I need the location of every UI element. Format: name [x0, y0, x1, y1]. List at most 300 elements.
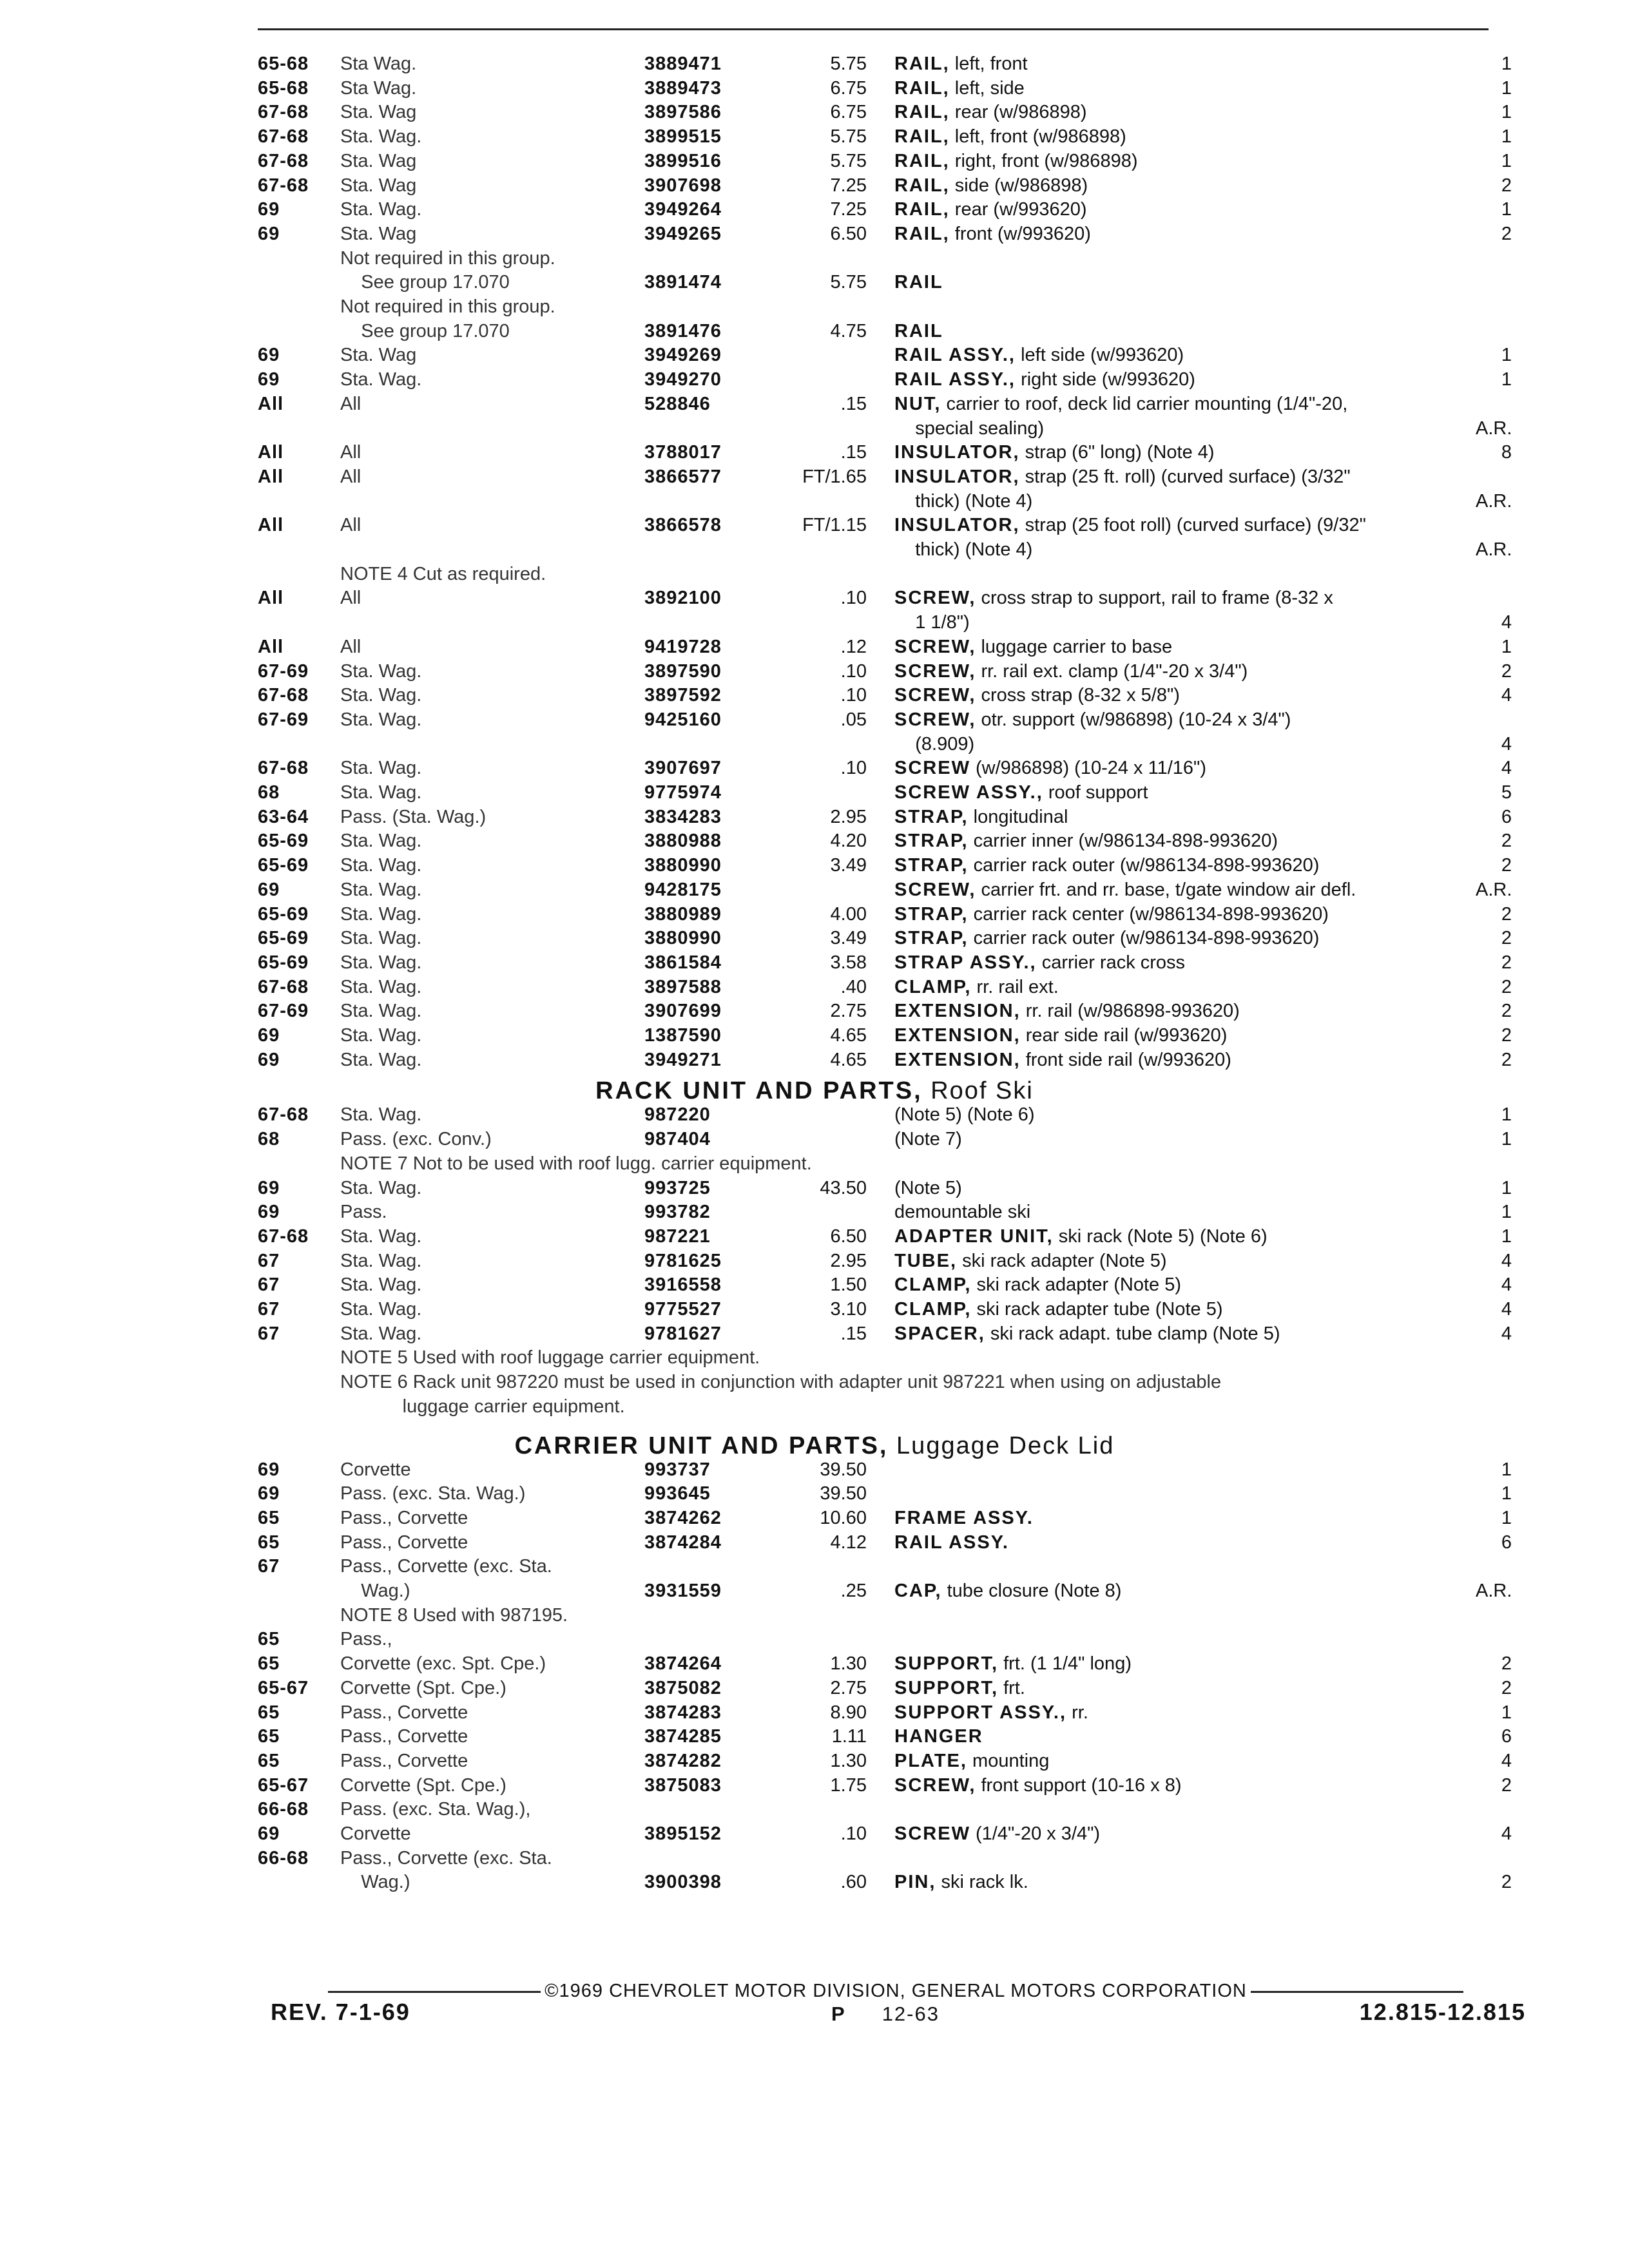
year-range: 67	[258, 1274, 280, 1296]
model-text: Sta Wag.	[340, 53, 417, 74]
table-row	[0, 1457, 1629, 1482]
part-number: 3907698	[644, 175, 722, 196]
year-range: 69	[258, 879, 280, 900]
part-name: CAP,	[894, 1581, 942, 1601]
model-text: Wag.)	[340, 1872, 410, 1893]
group-range: 12.815-12.815	[1359, 1999, 1526, 2025]
year-range: 69	[258, 1177, 280, 1198]
description	[894, 902, 1329, 927]
quantity: 1	[1501, 1225, 1512, 1247]
table-row	[0, 513, 1629, 537]
part-name: SCREW	[894, 1823, 970, 1844]
description	[894, 610, 970, 635]
description	[894, 343, 1184, 367]
table-row	[0, 878, 1629, 902]
part-detail: carrier rack center (w/986134-898-993620)	[973, 903, 1329, 925]
quantity: 4	[1501, 1750, 1512, 1771]
part-number: 3949265	[644, 223, 722, 244]
price: FT/1.65	[802, 466, 867, 487]
year-range: 65-68	[258, 53, 309, 74]
year-range: 67	[258, 1250, 280, 1271]
part-number: 9781625	[644, 1250, 722, 1271]
model-text: Sta. Wag.	[340, 928, 422, 949]
part-name: STRAP,	[894, 928, 969, 949]
price: 1.11	[831, 1726, 867, 1747]
table-row	[0, 1603, 1629, 1628]
part-detail: cross strap to support, rail to frame (8-32 x	[981, 588, 1333, 609]
copyright-text: ©1969 CHEVROLET MOTOR DIVISION, GENERAL MOTORS CORPORATION	[545, 1981, 1247, 2001]
model-text: Corvette	[340, 1459, 411, 1480]
model-text: See group 17.070	[340, 272, 510, 293]
description	[894, 975, 1059, 999]
description	[894, 878, 1356, 902]
part-detail: carrier rack cross	[1041, 952, 1186, 973]
part-number: 3880990	[644, 928, 722, 949]
part-detail: front side rail (w/993620)	[1025, 1049, 1231, 1070]
quantity: A.R.	[1476, 490, 1512, 512]
quantity: 4	[1501, 685, 1512, 706]
table-row	[0, 1724, 1629, 1749]
part-detail: (1/4"-20 x 3/4")	[976, 1823, 1101, 1844]
part-detail: carrier rack outer (w/986134-898-993620)	[973, 928, 1320, 949]
quantity: 1	[1501, 1104, 1512, 1126]
model-text: Sta. Wag.	[340, 1323, 422, 1344]
model-text: luggage carrier equipment.	[340, 1396, 625, 1417]
rule-right	[1251, 1991, 1463, 1993]
part-name: HANGER	[894, 1726, 983, 1747]
quantity: 2	[1501, 660, 1512, 682]
year-range: 65-69	[258, 928, 309, 949]
part-number: 3834283	[644, 806, 722, 827]
year-range: 69	[258, 345, 280, 366]
model-text: Sta. Wag	[340, 102, 417, 123]
part-number: 3949264	[644, 199, 722, 220]
year-range: 66-68	[258, 1847, 309, 1869]
year-range: 67-68	[258, 758, 309, 779]
part-name: NUT,	[894, 393, 941, 414]
description	[894, 100, 1087, 124]
part-detail: strap (6" long) (Note 4)	[1025, 442, 1215, 463]
price: .10	[840, 588, 867, 609]
model-text: Sta. Wag	[340, 223, 417, 244]
part-detail: frt.	[1003, 1677, 1025, 1698]
part-number: 3866577	[644, 466, 722, 487]
description	[894, 732, 974, 756]
description	[894, 319, 943, 343]
part-name: RAIL ASSY.,	[894, 345, 1016, 366]
year-range: 67-68	[258, 150, 309, 171]
price: 6.50	[830, 223, 867, 244]
quantity: 6	[1501, 806, 1512, 827]
model-text: Pass., Corvette	[340, 1726, 468, 1747]
price: 4.20	[830, 831, 867, 852]
quantity: A.R.	[1476, 539, 1512, 560]
part-name: SCREW,	[894, 709, 976, 730]
price: .05	[840, 709, 867, 730]
revision-date: REV. 7-1-69	[271, 1999, 410, 2025]
quantity: 2	[1501, 1001, 1512, 1022]
description	[894, 1273, 1181, 1297]
price: 3.10	[830, 1299, 867, 1320]
price: 3.49	[830, 855, 867, 876]
price: .12	[840, 636, 867, 657]
price: 39.50	[820, 1483, 867, 1504]
part-detail: side (w/986898)	[954, 175, 1088, 196]
table-row	[0, 1370, 1629, 1394]
part-number: 993782	[644, 1202, 711, 1223]
year-range: 69	[258, 223, 280, 244]
copyright-line	[271, 1979, 1521, 2003]
table-row	[0, 950, 1629, 975]
part-number: 3897592	[644, 685, 722, 706]
price: .15	[840, 1323, 867, 1344]
model-text: Sta. Wag.	[340, 782, 422, 803]
part-number: 3875082	[644, 1677, 722, 1698]
table-row	[0, 1651, 1629, 1676]
part-name: STRAP,	[894, 903, 969, 925]
description	[894, 124, 1126, 149]
model-text: Pass. (exc. Sta. Wag.)	[340, 1483, 526, 1504]
price: 8.90	[830, 1702, 867, 1723]
table-row	[0, 367, 1629, 392]
price: 2.75	[830, 1677, 867, 1698]
model-text: Pass., Corvette	[340, 1750, 468, 1771]
part-name: SCREW,	[894, 636, 976, 657]
year-range: 67	[258, 1323, 280, 1344]
model-text: NOTE 5 Used with roof luggage carrier equipment.	[340, 1347, 760, 1369]
year-range: 67	[258, 1556, 280, 1577]
model-text: Sta. Wag.	[340, 831, 422, 852]
quantity: 1	[1501, 150, 1512, 171]
part-number: 3897588	[644, 976, 722, 997]
model-text: Sta. Wag.	[340, 1177, 422, 1198]
part-detail: rear (w/986898)	[954, 102, 1087, 123]
year-range: 69	[258, 1483, 280, 1504]
part-name: EXTENSION,	[894, 1049, 1021, 1070]
table-row	[0, 1321, 1629, 1346]
table-row	[0, 683, 1629, 707]
model-text: All	[340, 393, 361, 414]
quantity: 6	[1501, 1726, 1512, 1747]
model-text: Corvette (Spt. Cpe.)	[340, 1774, 506, 1796]
model-text: Sta. Wag.	[340, 369, 422, 390]
price: .10	[840, 685, 867, 706]
year-range: 65	[258, 1629, 280, 1650]
price: 2.75	[830, 1001, 867, 1022]
price: 5.75	[830, 150, 867, 171]
description	[894, 1773, 1182, 1798]
table-row	[0, 197, 1629, 222]
part-detail: ski rack (Note 5) (Note 6)	[1058, 1225, 1268, 1247]
price: 1.30	[830, 1653, 867, 1675]
model-text: All	[340, 515, 361, 536]
part-detail: carrier frt. and rr. base, t/gate window air defl.	[981, 879, 1356, 900]
table-row	[0, 562, 1629, 586]
table-row	[0, 1151, 1629, 1176]
table-row	[0, 1554, 1629, 1579]
table-row	[0, 853, 1629, 878]
part-name: SCREW,	[894, 1774, 976, 1796]
table-row	[0, 1127, 1629, 1151]
part-name: SCREW,	[894, 588, 976, 609]
price: 1.50	[830, 1274, 867, 1296]
price: 4.12	[830, 1532, 867, 1553]
part-number: 3931559	[644, 1581, 722, 1601]
table-row	[0, 999, 1629, 1023]
quantity: A.R.	[1476, 1581, 1512, 1601]
table-row	[0, 1023, 1629, 1048]
part-number: 993645	[644, 1483, 711, 1504]
table-row	[0, 1821, 1629, 1846]
part-number: 3892100	[644, 588, 722, 609]
part-number: 3889473	[644, 77, 722, 99]
part-detail: (w/986898) (10-24 x 11/16")	[976, 758, 1206, 779]
table-row	[0, 1224, 1629, 1249]
description	[894, 756, 1206, 780]
part-name: CLAMP,	[894, 1299, 972, 1320]
part-number: 3891474	[644, 272, 722, 293]
model-text: Pass.	[340, 1202, 387, 1223]
part-detail: strap (25 ft. roll) (curved surface) (3/32"	[1025, 466, 1351, 487]
part-name: RAIL ASSY.	[894, 1532, 1009, 1553]
table-row	[0, 465, 1629, 489]
part-detail: demountable ski	[894, 1202, 1031, 1223]
description	[894, 805, 1068, 829]
model-text: All	[340, 588, 361, 609]
year-range: 65	[258, 1726, 280, 1747]
price: 6.75	[830, 102, 867, 123]
quantity: A.R.	[1476, 879, 1512, 900]
part-name: EXTENSION,	[894, 1001, 1021, 1022]
model-text: Sta. Wag.	[340, 1225, 422, 1247]
year-range: 69	[258, 1049, 280, 1070]
table-row	[0, 76, 1629, 101]
year-range: 65	[258, 1702, 280, 1723]
rule-left	[328, 1991, 541, 1993]
part-detail: (Note 7)	[894, 1129, 962, 1150]
description	[894, 586, 1333, 610]
year-range: 67-68	[258, 1225, 309, 1247]
price: .15	[840, 442, 867, 463]
quantity: 2	[1501, 855, 1512, 876]
part-name: ADAPTER UNIT,	[894, 1225, 1054, 1247]
table-row	[0, 1773, 1629, 1798]
table-row	[0, 392, 1629, 416]
part-number: 3874282	[644, 1750, 722, 1771]
year-range: 67-68	[258, 175, 309, 196]
quantity: A.R.	[1476, 418, 1512, 439]
description	[894, 1870, 1028, 1894]
quantity: 1	[1501, 1177, 1512, 1198]
model-text: NOTE 8 Used with 987195.	[340, 1604, 568, 1626]
quantity: 1	[1501, 1129, 1512, 1150]
part-number: 993737	[644, 1459, 711, 1480]
year-range: 67-68	[258, 126, 309, 148]
price: 3.58	[830, 952, 867, 973]
part-number: 3861584	[644, 952, 722, 973]
quantity: 2	[1501, 1049, 1512, 1070]
model-text: Pass., Corvette	[340, 1532, 468, 1553]
model-text: Pass.,	[340, 1629, 392, 1650]
price: .10	[840, 758, 867, 779]
model-text: Wag.)	[340, 1581, 410, 1601]
description	[894, 853, 1319, 878]
model-text: Pass. (exc. Sta. Wag.),	[340, 1799, 531, 1820]
quantity: 2	[1501, 1774, 1512, 1796]
year-range: 65	[258, 1750, 280, 1771]
table-row	[0, 659, 1629, 684]
model-text: Pass., Corvette (exc. Sta.	[340, 1556, 552, 1577]
table-row	[0, 707, 1629, 732]
description	[894, 683, 1180, 707]
description	[894, 1676, 1025, 1700]
quantity: 2	[1501, 831, 1512, 852]
part-number: 3949271	[644, 1049, 722, 1070]
heading-sub: Luggage Deck Lid	[896, 1432, 1115, 1459]
part-detail: otr. support (w/986898) (10-24 x 3/4")	[981, 709, 1291, 730]
description	[894, 1749, 1049, 1773]
quantity: 4	[1501, 1274, 1512, 1296]
year-range: 67-68	[258, 1104, 309, 1126]
model-text: Pass. (exc. Conv.)	[340, 1129, 492, 1150]
quantity: 2	[1501, 175, 1512, 196]
part-number: 3874285	[644, 1726, 722, 1747]
model-text: NOTE 4 Cut as required.	[340, 563, 546, 584]
part-detail: (Note 5)	[894, 1177, 962, 1198]
description	[894, 270, 943, 294]
description	[894, 950, 1185, 975]
part-detail: front support (10-16 x 8)	[981, 1774, 1182, 1796]
quantity: 2	[1501, 1677, 1512, 1698]
part-number: 3895152	[644, 1823, 722, 1844]
part-name: RAIL	[894, 272, 943, 293]
year-range: 65-69	[258, 903, 309, 925]
year-range: 67-69	[258, 1001, 309, 1022]
quantity: 1	[1501, 102, 1512, 123]
part-detail: carrier inner (w/986134-898-993620)	[973, 831, 1278, 852]
price: .10	[840, 660, 867, 682]
price: 2.95	[830, 1250, 867, 1271]
part-detail: cross strap (8-32 x 5/8")	[981, 685, 1180, 706]
table-row	[0, 975, 1629, 999]
table-row	[0, 1273, 1629, 1297]
table-row	[0, 246, 1629, 271]
year-range: 68	[258, 1129, 280, 1150]
model-text: Sta. Wag	[340, 345, 417, 366]
price: 2.95	[830, 806, 867, 827]
part-name: STRAP,	[894, 806, 969, 827]
year-range: 65-69	[258, 855, 309, 876]
table-row	[0, 537, 1629, 562]
year-range: All	[258, 636, 284, 657]
part-detail: mounting	[972, 1750, 1050, 1771]
year-range: 67-68	[258, 976, 309, 997]
part-number: 3874283	[644, 1702, 722, 1723]
quantity: 8	[1501, 442, 1512, 463]
quantity: 1	[1501, 126, 1512, 148]
model-text: Pass., Corvette	[340, 1507, 468, 1528]
part-number: 3899515	[644, 126, 722, 148]
part-number: 3889471	[644, 53, 722, 74]
part-detail: left, side	[954, 77, 1025, 99]
year-range: All	[258, 466, 284, 487]
part-number: 1387590	[644, 1025, 722, 1046]
description	[894, 513, 1366, 537]
part-name: SCREW,	[894, 685, 976, 706]
model-text: NOTE 6 Rack unit 987220 must be used in conjunction with adapter unit 987221 when using on adjustable	[340, 1372, 1222, 1393]
part-name: INSULATOR,	[894, 442, 1020, 463]
table-row	[0, 440, 1629, 465]
part-detail: luggage carrier to base	[981, 636, 1173, 657]
description	[894, 392, 1347, 416]
part-number: 3874262	[644, 1507, 722, 1528]
part-name: CLAMP,	[894, 976, 972, 997]
quantity: 1	[1501, 1459, 1512, 1480]
part-name: RAIL,	[894, 102, 950, 123]
year-range: 65-67	[258, 1677, 309, 1698]
price: 5.75	[830, 126, 867, 148]
year-range: 69	[258, 199, 280, 220]
part-number: 3874284	[644, 1532, 722, 1553]
part-number: 3866578	[644, 515, 722, 536]
part-detail: rr.	[1072, 1702, 1088, 1723]
description	[894, 780, 1148, 805]
price: FT/1.15	[802, 515, 867, 536]
model-text: Sta. Wag	[340, 175, 417, 196]
table-row	[0, 1345, 1629, 1370]
table-row	[0, 902, 1629, 927]
description	[894, 1579, 1121, 1603]
description	[894, 76, 1025, 101]
part-detail: right, front (w/986898)	[954, 150, 1138, 171]
quantity: 2	[1501, 952, 1512, 973]
table-row	[0, 635, 1629, 659]
description	[894, 173, 1088, 198]
part-name: STRAP ASSY.,	[894, 952, 1037, 973]
table-row	[0, 270, 1629, 294]
price: .40	[840, 976, 867, 997]
part-detail: carrier rack outer (w/986134-898-993620)	[973, 855, 1320, 876]
part-detail: front (w/993620)	[954, 223, 1091, 244]
page-num: 12-63	[882, 2003, 940, 2025]
table-row	[0, 173, 1629, 198]
part-detail: right side (w/993620)	[1021, 369, 1195, 390]
part-name: SCREW ASSY.,	[894, 782, 1043, 803]
part-detail: thick) (Note 4)	[894, 539, 1033, 560]
description	[894, 1249, 1167, 1273]
table-row	[0, 149, 1629, 173]
price: 4.65	[830, 1025, 867, 1046]
part-name: RAIL,	[894, 77, 950, 99]
year-range: 65-68	[258, 77, 309, 99]
part-name: SCREW,	[894, 660, 976, 682]
table-row	[0, 1676, 1629, 1700]
description	[894, 1530, 1009, 1555]
table-row	[0, 756, 1629, 780]
table-row	[0, 805, 1629, 829]
part-number: 3949269	[644, 345, 722, 366]
model-text: Sta. Wag.	[340, 1299, 422, 1320]
model-text: Corvette (Spt. Cpe.)	[340, 1677, 506, 1698]
quantity: 2	[1501, 223, 1512, 244]
quantity: 4	[1501, 1299, 1512, 1320]
description	[894, 416, 1044, 441]
part-number: 3875083	[644, 1774, 722, 1796]
price: .25	[840, 1581, 867, 1601]
year-range: 67	[258, 1299, 280, 1320]
description	[894, 1700, 1088, 1725]
description	[894, 1176, 962, 1200]
